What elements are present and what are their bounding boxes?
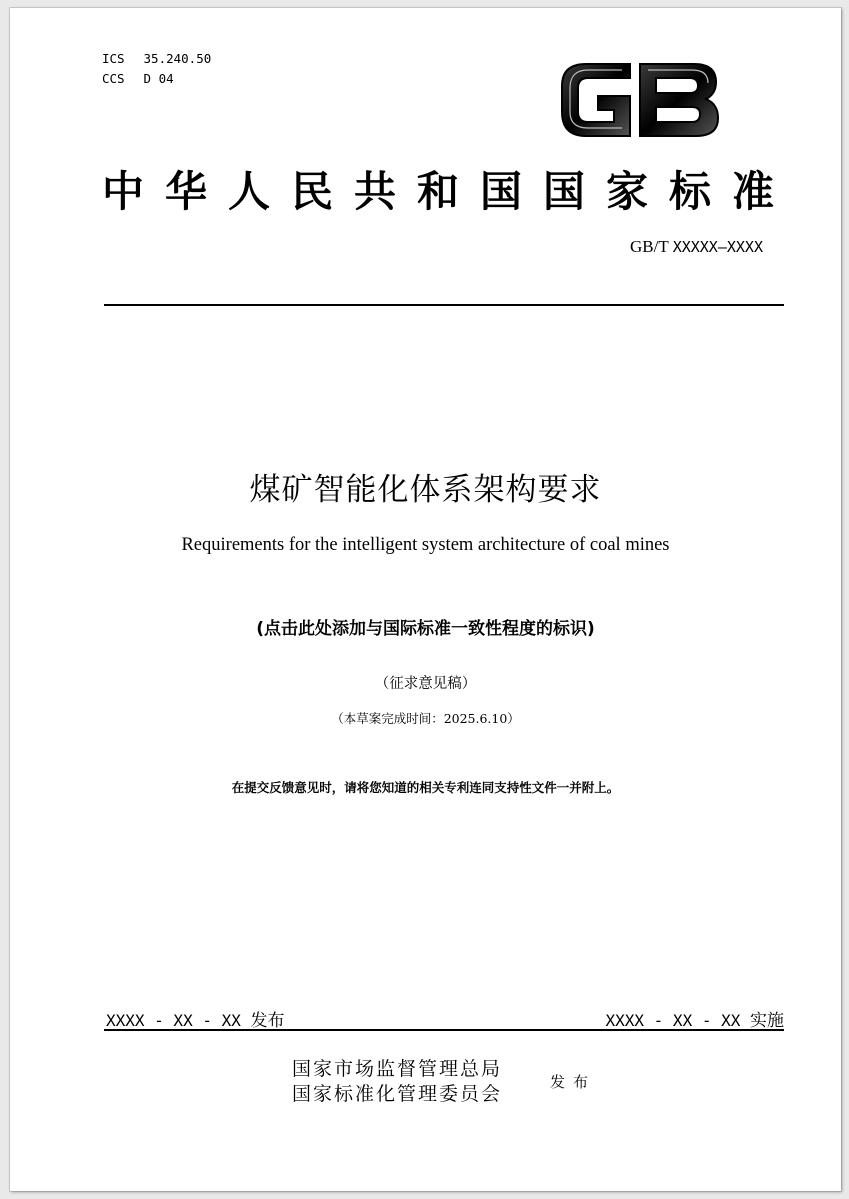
- issuer-samr: 国家市场监督管理总局: [292, 1058, 503, 1080]
- standard-cover-page: [10, 8, 841, 1191]
- standard-code: XXXXX—XXXX: [672, 238, 763, 256]
- national-standard-heading: 中华人民共和国国家标准: [102, 167, 778, 216]
- draft-completion-date: （本草案完成时间：2025.6.10）: [331, 711, 520, 726]
- implementation-date-label: 实施: [750, 1011, 784, 1031]
- implementation-date: [606, 1006, 785, 1031]
- issuing-authorities: [292, 1057, 502, 1107]
- draft-stage: （征求意见稿）: [374, 676, 477, 692]
- issue-date-label: 发布: [250, 1011, 285, 1031]
- standard-prefix: GB/T: [630, 237, 669, 256]
- implementation-date-value: XXXX - XX - XX: [605, 1011, 741, 1030]
- ccs-code: [102, 69, 211, 89]
- ics-value: 35.240.50: [143, 51, 212, 66]
- classification-codes: [102, 49, 211, 89]
- ccs-value: D 04: [143, 71, 174, 86]
- standard-number: [630, 237, 763, 257]
- standard-title-english: Requirements for the intelligent system architecture of coal mines: [181, 535, 670, 555]
- issue-date: [106, 1006, 285, 1031]
- ccs-label: CCS: [102, 71, 125, 86]
- ics-code: [102, 49, 211, 69]
- top-divider: [104, 304, 784, 306]
- consistency-note: (点击此处添加与国际标准一致性程度的标识): [256, 619, 595, 639]
- gb-logo: [556, 56, 724, 142]
- standard-title-chinese: 煤矿智能化体系架构要求: [249, 472, 602, 508]
- issue-date-value: XXXX - XX - XX: [106, 1011, 241, 1030]
- patent-notice: 在提交反馈意见时，请将您知道的相关专利连同支持性文件一并附上。: [231, 780, 620, 795]
- ics-label: ICS: [102, 51, 125, 66]
- publish-label: 发布: [550, 1073, 597, 1091]
- bottom-divider: [104, 1029, 784, 1031]
- issuer-sac: 国家标准化管理委员会: [292, 1083, 503, 1105]
